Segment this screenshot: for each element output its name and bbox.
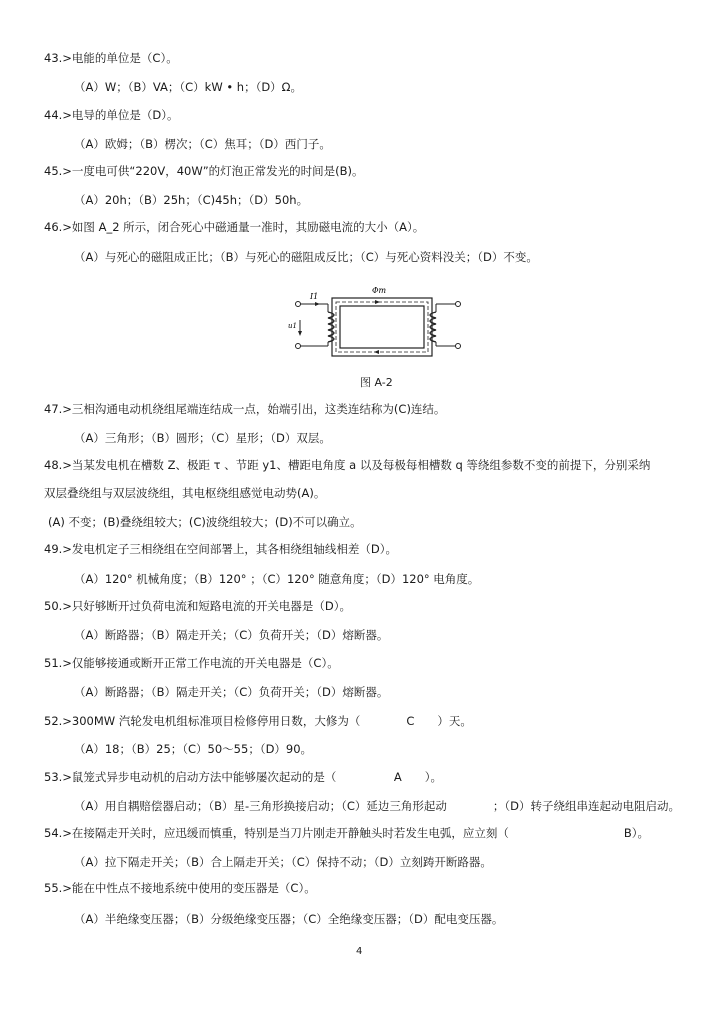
question-51: 51.>仅能够接通或断开正常工作电流的开关电器是（C）。 [44,656,339,670]
question-45: 45.>一度电可供“220V，40W”的灯泡正常发光的时间是(B)。 [44,164,364,178]
question-52: 52.>300MW 汽轮发电机组标准项目检修停用日数，大修为（ C ）天。 [44,714,472,728]
options-43: （A）W；（B）VA；（C）kW • h；（D）Ω。 [74,80,302,94]
voltage-label: u1 [288,322,297,330]
question-44: 44.>电导的单位是（D）。 [44,108,179,122]
options-50: （A）断路器；（B）隔走开关；（C）负荷开关；（D）熔断器。 [74,628,389,642]
options-51: （A）断路器；（B）隔走开关；（C）负荷开关；（D）熔断器。 [74,685,389,699]
question-43: 43.>电能的单位是（C）。 [44,51,178,65]
current-label: I1 [310,292,319,301]
options-47: （A）三角形；（B）圆形；（C）星形；（D）双层。 [74,431,331,445]
question-48-continuation: 双层叠绕组与双层波绕组，其电枢绕组感觉电动势(A)。 [44,486,326,500]
options-45: （A）20h；（B）25h；（C)45h；（D）50h。 [74,193,309,207]
options-53: （A）用自耦赔偿器启动；（B）星-三角形换接启动；（C）延边三角形起动 ；（D）转子绕组串连起动电阻启动。 [74,799,681,813]
question-54: 54.>在接隔走开关时，应迅缓而慎重，特别是当刀片刚走开静触头时若发生电弧，应立刻（ B）。 [44,826,650,840]
magnetic-core-figure [288,284,468,366]
options-46: （A）与死心的磁阻成正比；（B）与死心的磁阻成反比；（C）与死心资料没关；（D）不变。 [74,250,538,264]
question-49: 49.>发电机定子三相绕组在空间部署上，其各相绕组轴线相差（D）。 [44,542,398,556]
flux-label: Φm [372,286,387,295]
options-52: （A）18；（B）25；（C）50～55；（D）90。 [74,742,313,756]
page-number: 4 [356,946,363,957]
options-44: （A）欧姆；（B）楞次；（C）焦耳；（D）西门子。 [74,137,331,151]
options-54: （A）拉下隔走开关；（B）合上隔走开关；（C）保持不动；（D）立刻踌开断路器。 [74,855,492,869]
options-55: （A）半绝缘变压器；（B）分级绝缘变压器；（C）全绝缘变压器；（D）配电变压器。 [74,912,504,926]
question-50: 50.>只好够断开过负荷电流和短路电流的开关电器是（D）。 [44,599,352,613]
options-48: (A) 不变；(B)叠绕组较大；(C)波绕组较大；(D)不可以确立。 [48,515,362,529]
question-53: 53.>鼠笼式异步电动机的启动方法中能够屡次起动的是（ A ）。 [44,770,443,784]
question-47: 47.>三相沟通电动机绕组尾端连结成一点，始端引出，这类连结称为(C)连结。 [44,402,446,416]
figure-caption: 图 A-2 [360,376,393,389]
question-55: 55.>能在中性点不接地系统中使用的变压器是（C）。 [44,881,316,895]
question-46: 46.>如图 A_2 所示，闭合死心中磁通量一准时，其励磁电流的大小（A）。 [44,220,425,234]
options-49: （A）120° 机械角度；（B）120° ；（C）120° 随意角度；（D）120° 电角度。 [74,572,480,586]
question-48: 48.>当某发电机在槽数 Z、极距 τ 、节距 y1、槽距电角度 a 以及每极每相槽数 q 等绕组参数不变的前提下，分别采纳 [44,458,651,472]
